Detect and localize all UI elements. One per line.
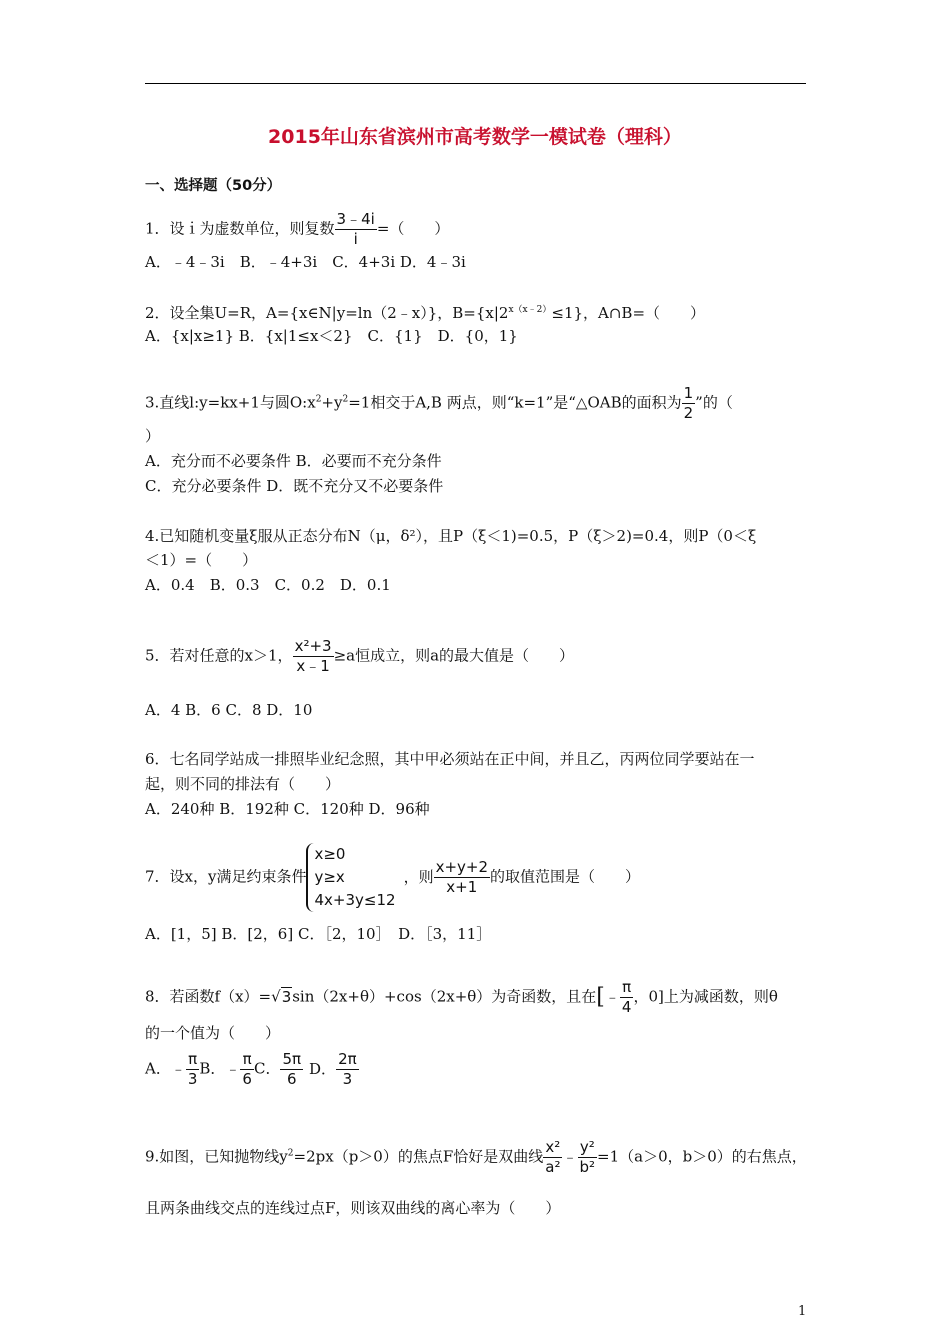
q7-options: A．[1，5] B．[2，6] C．［2，10］ D．［3，11］ (145, 925, 492, 943)
q3-options-2: C．充分必要条件 D．既不充分又不必要条件 (145, 477, 444, 495)
question-7: 7．设x，y满足约束条件 x≥0 y≥x 4x+3y≤12 ，则 $\frac{x+y+2}{x+1}$ 的取值范围是（ ） (145, 843, 640, 912)
q7-constraint-system: x≥0 y≥x 4x+3y≤12 (306, 843, 395, 912)
q6-continuation: 起，则不同的排法有（ ） (145, 775, 341, 793)
question-4: 4.已知随机变量ξ服从正态分布N（μ，δ²），且P（ξ＜1)=0.5，P（ξ＞2)=0.4，则P（0＜ξ (145, 527, 757, 545)
q4-continuation: ＜1）=（ ） (145, 551, 258, 569)
header-rule (145, 83, 806, 84)
q2-options: A．{x|x≥1} B．{x|1≤x＜2} C．{1} D．{0，1} (145, 327, 518, 345)
page-number: 1 (798, 1304, 807, 1319)
q3-options-1: A．充分而不必要条件 B．必要而不充分条件 (145, 452, 442, 470)
q3-continuation: ） (145, 427, 161, 445)
page-title: 2015年山东省滨州市高考数学一模试卷（理科） (268, 126, 682, 148)
question-8: 8．若函数f（x）=√3sin（2x+θ）+cos（2x+θ）为奇函数，且在[﹣ $\frac{\pi}{4}$ ，0]上为减函数，则θ (145, 978, 778, 1016)
question-2: 2．设全集U=R，A={x∈N|y=ln（2﹣x）}，$B=\{x|2^{x(x﹣2)}\le 1\}$，A∩B=（ ） (145, 304, 706, 322)
q8-continuation: 的一个值为（ ） (145, 1024, 281, 1042)
question-1: 1．设ｉ为虚数单位，则复数 $\frac{3﹣4i}{i}$ =（ ） (145, 210, 450, 248)
question-9: 9.如图，已知抛物线$y^2=2px(p>0)$的焦点F恰好是双曲线 $\frac{\text{x²}}{\text{a²}}$ ﹣ $\frac{\text{y²}}{\text{b²}}$ =1（a＞0，b＞0）的右焦点， (145, 1138, 807, 1176)
question-6: 6．七名同学站成一排照毕业纪念照，其中甲必须站在正中间，并且乙，丙两位同学要站在一 (145, 750, 755, 768)
q5-fraction: $\frac{\text{x²+3}}{x﹣1}$ (294, 637, 332, 675)
q6-options: A．240种 B．192种 C．120种 D．96种 (145, 800, 430, 818)
question-5: 5．若对任意的x＞1， $\frac{\text{x²+3}}{x﹣1}$ ≥a恒成立，则a的最大值是（ ） (145, 637, 575, 675)
q4-options: A．0.4 B．0.3 C．0.2 D．0.1 (145, 576, 391, 594)
q8-options: A．﹣ $\frac{\pi}{3}$ B．﹣ $\frac{\pi}{6}$ C． $\frac{5\pi}{6}$ D． $\frac{2\pi}{3}$ (145, 1050, 357, 1088)
q8-interval-fraction: $\frac{\pi}{4}$ (621, 978, 632, 1016)
q1-fraction: $\frac{3﹣4i}{i}$ (336, 210, 375, 248)
q9-continuation: 且两条曲线交点的连线过点F，则该双曲线的离心率为（ ） (145, 1199, 561, 1217)
section-heading: 一、选择题（50分） (145, 178, 282, 194)
q1-options: A．﹣4﹣3i B．﹣4+3i C．4+3i D．4﹣3i (145, 253, 466, 271)
question-3: 3.直线l:y=kx+1与圆$O:x^2+y^2=1$相交于A,B 两点，则“k=1”是“△OAB的面积为 $\frac{1}{2}$ ”的（ (145, 384, 733, 422)
q1-stem: 1．设ｉ为虚数单位，则复数 (145, 219, 335, 238)
q8-sqrt: √3 (271, 987, 292, 1006)
q3-fraction: $\frac{1}{2}$ (683, 384, 694, 422)
q7-fraction: $\frac{x+y+2}{x+1}$ (435, 858, 489, 896)
q5-options: A．4 B．6 C．8 D．10 (145, 701, 313, 719)
